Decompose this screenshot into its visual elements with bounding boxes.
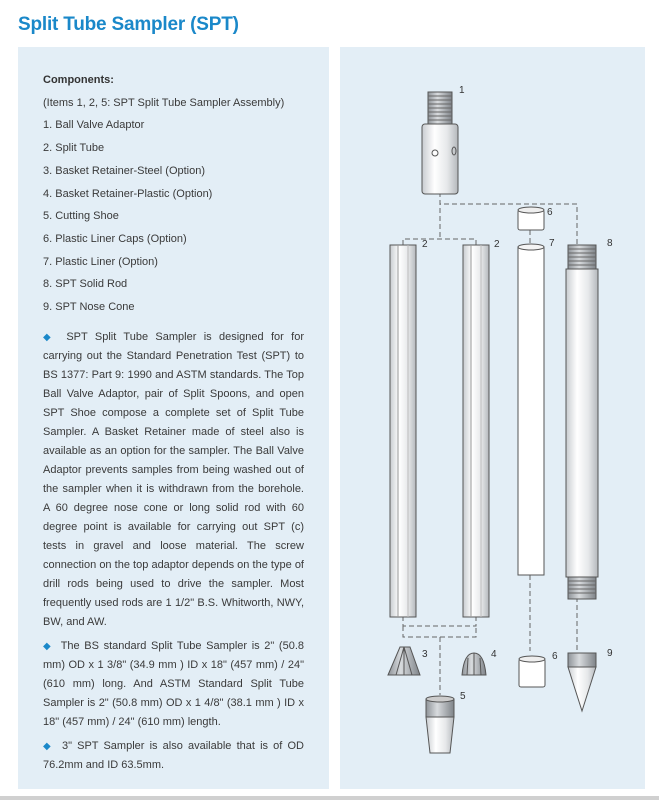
diagram-panel xyxy=(340,47,645,789)
split-tube-left xyxy=(390,245,416,617)
diagram-label-5: 5 xyxy=(460,691,466,702)
diagram-label-3: 3 xyxy=(422,649,428,660)
diagram-label-2-left: 2 xyxy=(422,239,428,250)
component-item: 8. SPT Solid Rod xyxy=(43,278,128,291)
basket-retainer-steel xyxy=(388,647,420,675)
ball-valve-adaptor xyxy=(422,92,458,194)
diagram-label-8: 8 xyxy=(607,238,613,249)
spt-nose-cone xyxy=(568,653,596,711)
paragraph-text: The BS standard Split Tube Sampler is 2" (50.8 mm) OD x 1 3/8" (34.9 mm ) ID x 18" (457 mm) / 24" (610 mm) long. And ASTM Standard Split Tube Sampler is 2" (50.8 mm) OD x 1 4/8" (38.1 mm ) ID x 18" (457 mm) / 24" (610 mm) length. xyxy=(43,640,305,728)
diagram-label-1: 1 xyxy=(459,85,465,96)
component-item: 4. Basket Retainer-Plastic (Option) xyxy=(43,187,213,200)
diamond-bullet-icon: ◆ xyxy=(43,641,53,652)
component-item: 9. SPT Nose Cone xyxy=(43,301,135,314)
description-paragraph xyxy=(43,737,304,775)
diagram-label-7: 7 xyxy=(549,238,555,249)
diagram-label-9: 9 xyxy=(607,648,613,659)
component-item: 6. Plastic Liner Caps (Option) xyxy=(43,232,187,245)
diamond-bullet-icon: ◆ xyxy=(43,332,55,343)
description-paragraph xyxy=(43,637,304,732)
diagram-label-4: 4 xyxy=(491,649,497,660)
page-title: Split Tube Sampler (SPT) xyxy=(18,14,239,35)
diamond-bullet-icon: ◆ xyxy=(43,741,53,752)
assembly-guide-lines xyxy=(403,192,577,695)
plastic-liner-cap-bottom xyxy=(519,656,545,687)
split-tube-right xyxy=(463,245,489,617)
diagram-label-2-right: 2 xyxy=(494,239,500,250)
bottom-divider xyxy=(0,796,659,800)
sampler-parts-diagram xyxy=(340,47,645,789)
diagram-label-6-bottom: 6 xyxy=(552,651,558,662)
component-item: 7. Plastic Liner (Option) xyxy=(43,255,158,268)
plastic-liner-cap-top xyxy=(518,207,544,230)
text-panel xyxy=(18,47,329,789)
component-item: 3. Basket Retainer-Steel (Option) xyxy=(43,164,206,177)
component-item: 5. Cutting Shoe xyxy=(43,210,119,223)
component-item: 2. Split Tube xyxy=(43,142,105,155)
cutting-shoe xyxy=(426,696,454,753)
paragraph-text: 3" SPT Sampler is also available that is of OD 76.2mm and ID 63.5mm. xyxy=(43,740,304,771)
diagram-label-6-top: 6 xyxy=(547,207,553,218)
paragraph-text: SPT Split Tube Sampler is designed for for carrying out the Standard Penetration Test (SPT) to BS 1377: Part 9: 1990 and ASTM standards. The Top Ball Valve Adaptor, pair of Split Spoons, and open SPT Shoe compose a complete set of Split Tube Sampler. A Basket Retainer made of steel also is available as an option for the sampler. The Ball Valve Adaptor prevents samples from being washed out of the sampler when it is withdrawn from the borehole. A 60 degree nose cone or long solid rod with 60 degree point is available for carrying out SPT (c) tests in gravel and loose material. The screw connection on the top adaptor depends on the type of drill rods being used to drive the sampler. Most frequently used rods are 1 1/2" B.S. Whitworth, NWY, BW, and AW. xyxy=(43,331,304,628)
plastic-liner xyxy=(518,244,544,575)
components-heading: Components: xyxy=(43,74,114,86)
components-list xyxy=(43,69,306,319)
component-item: 1. Ball Valve Adaptor xyxy=(43,119,145,132)
basket-retainer-plastic xyxy=(462,653,486,675)
spt-solid-rod xyxy=(566,245,598,599)
components-note: (Items 1, 2, 5: SPT Split Tube Sampler Assembly) xyxy=(43,96,285,109)
description-paragraph xyxy=(43,328,304,632)
